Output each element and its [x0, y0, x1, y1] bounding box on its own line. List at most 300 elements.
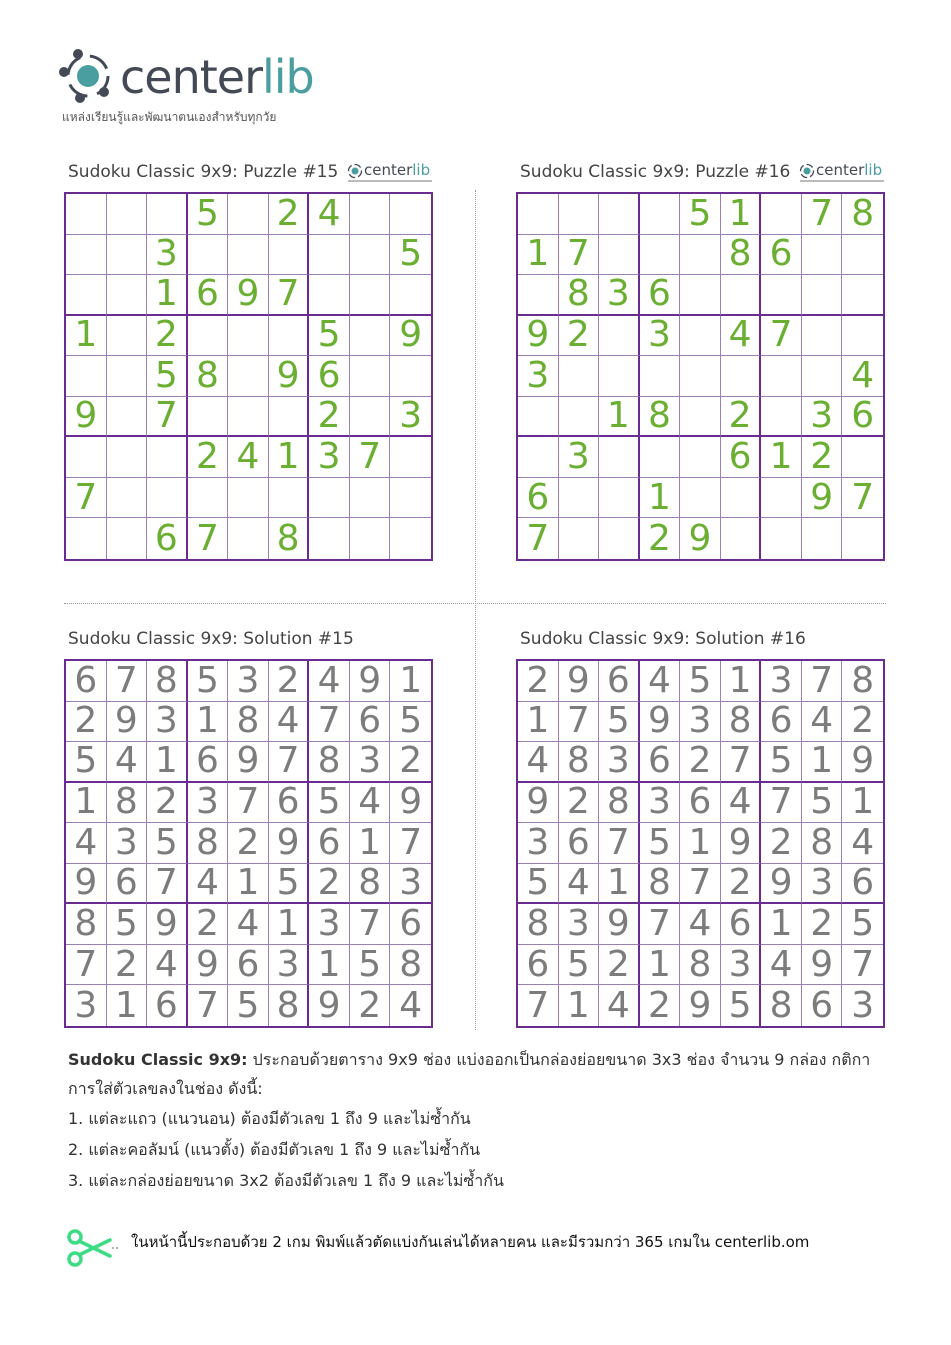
mini-logo-icon [798, 162, 816, 180]
grid-cell: 7 [147, 397, 188, 438]
grid-cell: 7 [640, 904, 681, 945]
grid-cell: 8 [309, 742, 350, 783]
grid-cell: 1 [721, 661, 762, 702]
grid-cell: 1 [680, 823, 721, 864]
grid-cell: 2 [309, 864, 350, 905]
grid-cell: 9 [680, 518, 721, 559]
grid-cell [390, 194, 431, 235]
grid-cell [107, 275, 148, 316]
grid-cell: 8 [518, 904, 559, 945]
grid-cell: 7 [390, 823, 431, 864]
grid-cell [269, 397, 310, 438]
grid-cell [599, 194, 640, 235]
grid-cell [107, 478, 148, 519]
grid-cell: 1 [269, 437, 310, 478]
grid-cell: 1 [188, 702, 229, 743]
solution-15-grid [64, 659, 433, 1028]
grid-cell: 8 [640, 397, 681, 438]
grid-cell: 1 [559, 985, 600, 1026]
grid-cell: 5 [228, 985, 269, 1026]
grid-cell: 7 [269, 742, 310, 783]
grid-cell [842, 275, 883, 316]
grid-cell: 2 [802, 904, 843, 945]
grid-cell: 2 [147, 316, 188, 357]
grid-cell: 3 [721, 945, 762, 986]
grid-cell: 7 [309, 702, 350, 743]
grid-cell: 7 [147, 864, 188, 905]
grid-cell [680, 316, 721, 357]
grid-cell: 9 [802, 945, 843, 986]
description-lead: Sudoku Classic 9x9: [68, 1050, 248, 1069]
grid-cell: 6 [680, 783, 721, 824]
grid-cell: 9 [228, 275, 269, 316]
grid-cell: 7 [559, 702, 600, 743]
grid-cell: 3 [518, 823, 559, 864]
grid-cell: 9 [390, 783, 431, 824]
grid-cell: 2 [228, 823, 269, 864]
grid-cell: 4 [228, 437, 269, 478]
grid-cell: 5 [640, 823, 681, 864]
grid-cell: 4 [761, 945, 802, 986]
grid-cell [269, 316, 310, 357]
grid-cell [228, 316, 269, 357]
grid-cell: 6 [518, 478, 559, 519]
grid-cell: 4 [599, 985, 640, 1026]
grid-cell: 2 [802, 437, 843, 478]
puzzle-16-title: Sudoku Classic 9x9: Puzzle #16 [520, 162, 791, 182]
grid-cell: 9 [188, 945, 229, 986]
grid-cell [188, 235, 229, 276]
vertical-cut-line [475, 190, 476, 1030]
grid-cell: 3 [559, 904, 600, 945]
grid-cell: 3 [640, 783, 681, 824]
grid-cell [147, 437, 188, 478]
grid-cell: 3 [390, 397, 431, 438]
grid-cell: 6 [228, 945, 269, 986]
grid-cell [721, 478, 762, 519]
grid-cell: 1 [721, 194, 762, 235]
grid-cell: 4 [559, 864, 600, 905]
grid-cell [802, 518, 843, 559]
grid-cell [640, 356, 681, 397]
grid-cell: 4 [147, 945, 188, 986]
grid-cell: 8 [188, 823, 229, 864]
grid-cell [802, 356, 843, 397]
grid-cell: 5 [107, 904, 148, 945]
grid-cell: 2 [640, 985, 681, 1026]
grid-cell: 3 [309, 437, 350, 478]
mini-logo-left: centerlib [346, 162, 436, 188]
grid-cell: 4 [399, 984, 423, 1026]
grid-cell: 2 [390, 742, 431, 783]
grid-cell [188, 478, 229, 519]
grid-cell: 5 [147, 823, 188, 864]
grid-cell: 1 [842, 783, 883, 824]
grid-cell: 9 [228, 742, 269, 783]
rule-item: 3. แต่ละกล่องย่อยขนาด 3x2 ต้องมีตัวเลข 1 ถึง 9 และไม่ซ้ำกัน [68, 1171, 504, 1190]
grid-cell [66, 437, 107, 478]
grid-cell: 8 [599, 783, 640, 824]
grid-cell [761, 397, 802, 438]
grid-cell: 2 [842, 702, 883, 743]
grid-cell: 8 [269, 985, 310, 1026]
grid-cell [761, 478, 802, 519]
grid-cell [107, 316, 148, 357]
grid-cell [842, 437, 883, 478]
grid-cell [390, 356, 431, 397]
grid-cell [309, 235, 350, 276]
grid-cell: 8 [802, 823, 843, 864]
grid-cell [559, 356, 600, 397]
grid-cell: 2 [559, 316, 600, 357]
grid-cell [350, 194, 391, 235]
grid-cell: 3 [640, 316, 681, 357]
grid-cell [721, 518, 762, 559]
grid-cell: 3 [107, 823, 148, 864]
grid-cell: 4 [640, 661, 681, 702]
grid-cell [228, 478, 269, 519]
grid-cell [107, 194, 148, 235]
grid-cell: 3 [228, 661, 269, 702]
puzzle-16-grid [516, 192, 885, 561]
grid-cell [66, 356, 107, 397]
grid-cell: 5 [390, 702, 431, 743]
grid-cell: 4 [680, 904, 721, 945]
grid-cell: 8 [350, 864, 391, 905]
grid-cell [680, 275, 721, 316]
grid-cell: 2 [518, 661, 559, 702]
grid-cell [518, 275, 559, 316]
grid-cell: 6 [761, 235, 802, 276]
grid-cell: 9 [599, 904, 640, 945]
grid-cell [761, 194, 802, 235]
rules-list [68, 1103, 504, 1196]
grid-cell: 9 [269, 823, 310, 864]
grid-cell: 7 [66, 478, 107, 519]
grid-cell: 1 [390, 661, 431, 702]
grid-cell: 5 [721, 985, 762, 1026]
grid-cell: 7 [559, 235, 600, 276]
grid-cell: 5 [802, 783, 843, 824]
grid-cell: 3 [599, 275, 640, 316]
grid-cell [350, 356, 391, 397]
grid-cell: 8 [640, 864, 681, 905]
grid-cell [559, 518, 600, 559]
grid-cell [640, 194, 681, 235]
grid-cell: 7 [107, 661, 148, 702]
mini-logo-icon [346, 162, 364, 180]
grid-cell: 6 [640, 275, 681, 316]
grid-cell: 1 [350, 823, 391, 864]
grid-cell [350, 478, 391, 519]
grid-cell: 9 [721, 823, 762, 864]
grid-cell: 6 [518, 945, 559, 986]
grid-cell: 1 [599, 864, 640, 905]
grid-cell [842, 518, 883, 559]
grid-cell: 3 [269, 945, 310, 986]
grid-cell [350, 397, 391, 438]
grid-cell: 1 [599, 397, 640, 438]
grid-cell: 7 [599, 823, 640, 864]
grid-cell: 2 [269, 194, 310, 235]
grid-cell: 5 [559, 945, 600, 986]
grid-cell: 2 [107, 945, 148, 986]
grid-cell: 1 [147, 742, 188, 783]
grid-cell [66, 518, 107, 559]
grid-cell: 1 [518, 235, 559, 276]
grid-cell: 4 [309, 661, 350, 702]
grid-cell: 4 [269, 702, 310, 743]
grid-cell [599, 437, 640, 478]
grid-cell [599, 316, 640, 357]
grid-cell: 6 [188, 275, 229, 316]
grid-cell: 2 [599, 945, 640, 986]
grid-cell [680, 478, 721, 519]
grid-cell [66, 194, 107, 235]
grid-cell [680, 397, 721, 438]
grid-cell: 1 [309, 945, 350, 986]
grid-cell: 2 [188, 904, 229, 945]
grid-cell: 7 [350, 437, 391, 478]
grid-cell: 4 [518, 742, 559, 783]
grid-cell: 7 [188, 985, 229, 1026]
grid-cell: 2 [269, 661, 310, 702]
grid-cell: 8 [107, 783, 148, 824]
grid-cell: 3 [761, 661, 802, 702]
grid-cell: 8 [680, 945, 721, 986]
grid-cell: 9 [350, 661, 391, 702]
grid-cell [350, 235, 391, 276]
grid-cell: 3 [390, 864, 431, 905]
grid-cell: 4 [188, 864, 229, 905]
horizontal-cut-line [64, 603, 886, 604]
grid-cell: 6 [842, 397, 883, 438]
grid-cell: 7 [721, 742, 762, 783]
grid-cell: 5 [599, 702, 640, 743]
grid-cell: 9 [761, 864, 802, 905]
grid-cell: 5 [680, 194, 721, 235]
grid-cell [350, 275, 391, 316]
grid-cell: 8 [188, 356, 229, 397]
grid-cell: 6 [309, 823, 350, 864]
rule-item: 2. แต่ละคอลัมน์ (แนวตั้ง) ต้องมีตัวเลข 1 ถึง 9 และไม่ซ้ำกัน [68, 1140, 481, 1159]
grid-cell: 4 [66, 823, 107, 864]
grid-cell: 8 [390, 945, 431, 986]
grid-cell: 1 [107, 985, 148, 1026]
grid-cell [559, 194, 600, 235]
grid-cell: 7 [761, 316, 802, 357]
grid-cell: 2 [66, 702, 107, 743]
grid-cell: 1 [761, 904, 802, 945]
grid-cell: 9 [842, 742, 883, 783]
grid-cell: 1 [269, 904, 310, 945]
grid-cell [599, 235, 640, 276]
grid-cell: 7 [350, 904, 391, 945]
grid-cell [107, 397, 148, 438]
grid-cell: 9 [269, 356, 310, 397]
grid-cell [599, 356, 640, 397]
brand-wordmark: centerlib [120, 50, 314, 104]
grid-cell [842, 235, 883, 276]
grid-cell [350, 316, 391, 357]
grid-cell: 7 [802, 194, 843, 235]
grid-cell [802, 275, 843, 316]
grid-cell [518, 194, 559, 235]
grid-cell: 6 [107, 864, 148, 905]
grid-cell: 2 [309, 397, 350, 438]
grid-cell: 3 [599, 742, 640, 783]
grid-cell [680, 356, 721, 397]
grid-cell [269, 235, 310, 276]
grid-cell [350, 518, 391, 559]
grid-cell: 6 [390, 904, 431, 945]
grid-cell: 8 [842, 661, 883, 702]
grid-cell [680, 235, 721, 276]
grid-cell: 9 [518, 316, 559, 357]
grid-cell: 4 [802, 702, 843, 743]
grid-cell: 6 [721, 437, 762, 478]
grid-cell [802, 316, 843, 357]
grid-cell: 9 [559, 661, 600, 702]
grid-cell: 9 [66, 397, 107, 438]
grid-cell: 1 [147, 275, 188, 316]
grid-cell: 5 [518, 864, 559, 905]
grid-cell: 8 [269, 518, 310, 559]
grid-cell [147, 194, 188, 235]
grid-cell: 2 [147, 783, 188, 824]
grid-cell: 5 [309, 316, 350, 357]
grid-cell: 5 [66, 742, 107, 783]
grid-cell: 3 [851, 984, 875, 1026]
grid-cell: 5 [309, 783, 350, 824]
grid-cell: 6 [188, 742, 229, 783]
grid-cell: 7 [680, 864, 721, 905]
grid-cell: 9 [518, 783, 559, 824]
grid-cell: 2 [761, 823, 802, 864]
grid-cell: 1 [640, 945, 681, 986]
grid-cell: 1 [518, 702, 559, 743]
grid-cell: 2 [350, 985, 391, 1026]
solution-15-title: Sudoku Classic 9x9: Solution #15 [68, 629, 354, 649]
grid-cell [107, 437, 148, 478]
grid-cell: 5 [842, 904, 883, 945]
grid-cell [640, 437, 681, 478]
grid-cell: 1 [66, 316, 107, 357]
grid-cell: 6 [269, 783, 310, 824]
grid-cell: 8 [559, 742, 600, 783]
grid-cell: 2 [559, 783, 600, 824]
grid-cell: 4 [107, 742, 148, 783]
grid-cell: 3 [518, 356, 559, 397]
grid-cell: 6 [147, 985, 188, 1026]
solution-16-title: Sudoku Classic 9x9: Solution #16 [520, 629, 806, 649]
grid-cell: 3 [309, 904, 350, 945]
grid-cell: 2 [680, 742, 721, 783]
grid-cell: 6 [309, 356, 350, 397]
grid-cell: 1 [640, 478, 681, 519]
grid-cell: 7 [842, 945, 883, 986]
grid-cell [228, 235, 269, 276]
grid-cell: 1 [802, 742, 843, 783]
grid-cell: 6 [559, 823, 600, 864]
grid-cell: 8 [721, 702, 762, 743]
grid-cell: 9 [147, 904, 188, 945]
grid-cell [309, 478, 350, 519]
grid-cell: 5 [188, 661, 229, 702]
grid-cell: 9 [66, 864, 107, 905]
grid-cell: 3 [350, 742, 391, 783]
footer-note: ในหน้านี้ประกอบด้วย 2 เกม พิมพ์แล้วตัดแบ่งกันเล่นได้หลายคน และมีรวมกว่า 365 เกมใน centerlib.om [131, 1233, 810, 1251]
grid-cell: 8 [721, 235, 762, 276]
grid-cell [228, 518, 269, 559]
grid-cell [188, 316, 229, 357]
grid-cell [390, 478, 431, 519]
grid-cell [518, 437, 559, 478]
rule-item: 1. แต่ละแถว (แนวนอน) ต้องมีตัวเลข 1 ถึง 9 และไม่ซ้ำกัน [68, 1109, 471, 1128]
grid-cell [559, 397, 600, 438]
grid-cell [228, 356, 269, 397]
grid-cell: 6 [350, 702, 391, 743]
solution-16-grid [516, 659, 885, 1028]
grid-cell [188, 397, 229, 438]
grid-cell: 6 [802, 985, 843, 1026]
grid-cell: 4 [228, 904, 269, 945]
mini-logo-right: centerlib [798, 162, 888, 188]
grid-cell [228, 194, 269, 235]
grid-cell [761, 356, 802, 397]
puzzle-15-grid [64, 192, 433, 561]
grid-cell [390, 437, 431, 478]
grid-cell: 7 [518, 518, 559, 559]
grid-cell: 4 [721, 783, 762, 824]
grid-cell: 3 [802, 864, 843, 905]
grid-cell [107, 518, 148, 559]
grid-cell: 4 [350, 783, 391, 824]
grid-cell: 3 [680, 702, 721, 743]
grid-cell [309, 518, 350, 559]
grid-cell: 3 [147, 235, 188, 276]
grid-cell [761, 275, 802, 316]
grid-cell: 9 [640, 702, 681, 743]
grid-cell: 8 [147, 661, 188, 702]
grid-cell: 3 [147, 702, 188, 743]
grid-cell [390, 518, 431, 559]
grid-cell: 5 [147, 356, 188, 397]
grid-cell: 5 [350, 945, 391, 986]
brand-tagline: แหล่งเรียนรู้และพัฒนาตนเองสำหรับทุกวัย [62, 110, 277, 124]
grid-cell: 9 [309, 985, 350, 1026]
grid-cell [518, 397, 559, 438]
grid-cell [640, 235, 681, 276]
grid-cell: 3 [188, 783, 229, 824]
grid-cell [842, 316, 883, 357]
grid-cell: 1 [761, 437, 802, 478]
grid-cell [721, 356, 762, 397]
grid-cell: 2 [721, 397, 762, 438]
grid-cell [107, 235, 148, 276]
grid-cell [66, 275, 107, 316]
grid-cell: 7 [761, 783, 802, 824]
grid-cell: 7 [228, 783, 269, 824]
grid-cell: 6 [761, 702, 802, 743]
grid-cell: 6 [842, 864, 883, 905]
grid-cell [559, 478, 600, 519]
grid-cell: 6 [66, 661, 107, 702]
grid-cell: 2 [640, 518, 681, 559]
grid-cell: 7 [518, 985, 559, 1026]
grid-cell: 4 [842, 823, 883, 864]
grid-cell: 4 [721, 316, 762, 357]
